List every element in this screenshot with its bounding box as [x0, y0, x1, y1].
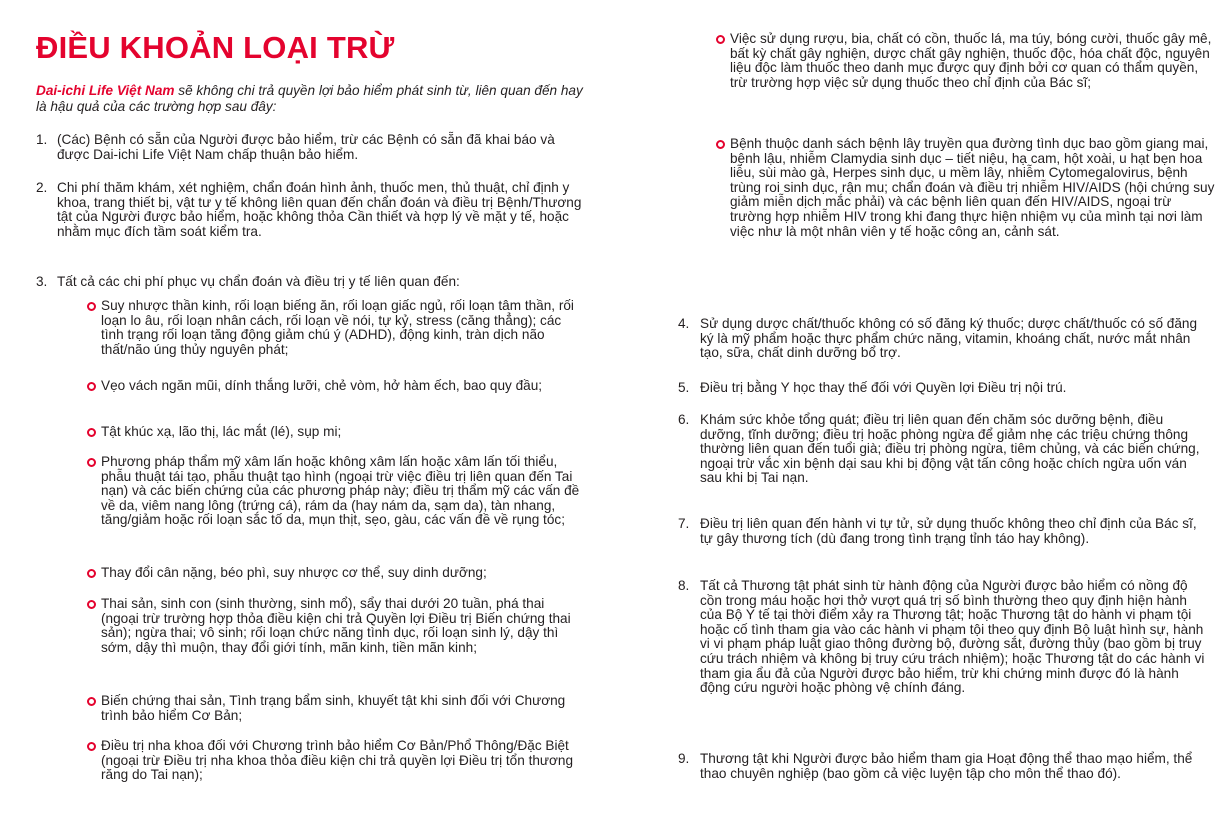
- item-text: Điều trị bằng Y học thay thế đối với Quyền lợi Điều trị nội trú.: [700, 380, 1067, 395]
- sub-item-text: Thay đổi cân nặng, béo phì, suy nhược cơ thể, suy dinh dưỡng;: [101, 565, 487, 580]
- item-text: Chi phí thăm khám, xét nghiệm, chẩn đoán hình ảnh, thuốc men, thủ thuật, chỉ định y khoa, trang thiết bị, vật tư y tế không liên quan đến chẩn đoán và điều trị Bệnh/Thương tật của Người được bảo hiểm, hoặc không thỏa Cần thiết và hợp lý về mặt y tế, hoặc nhằm mục đích tầm soát kiểm tra.: [57, 180, 582, 239]
- bullet-icon: [716, 140, 725, 149]
- sub-item-text: Tật khúc xạ, lão thị, lác mắt (lé), sụp mi;: [101, 424, 342, 439]
- bullet-icon: [87, 569, 96, 578]
- bullet-icon: [87, 428, 96, 437]
- sub-item-text: Biến chứng thai sản, Tình trạng bẩm sinh, khuyết tật khi sinh đối với Chương trình bảo hiểm Cơ Bản;: [101, 693, 566, 723]
- item-text: Sử dụng dược chất/thuốc không có số đăng ký thuốc; dược chất/thuốc có số đăng ký là mỹ phẩm hoặc thực phẩm chức năng, vitamin, khoáng chất, nước mắt nhân tạo, sữa, chất dinh dưỡng bổ trợ.: [700, 316, 1198, 361]
- intro-text: sẽ không chi trả quyền lợi bảo hiểm phát sinh từ, liên quan đến hay là hậu quả của các trường hợp sau đây:: [36, 83, 583, 114]
- item-number: 7.: [678, 516, 690, 531]
- exclusion-item-5: [678, 381, 1208, 396]
- sub-item-text: Phương pháp thẩm mỹ xâm lấn hoặc không xâm lấn hoặc xâm lấn tối thiểu, phẫu thuật tái tạo, phẫu thuật tạo hình (ngoại trừ việc điều trị liên quan đến Tai nạn) và các biến chứng của các phương pháp này; điều trị thẩm mỹ các vấn đề về da, viêm nang lông (trứng cá), rám da (hay nám da, sạm da), tàn nhang, tăng/giảm hoặc rối loạn sắc tố da, mụn thịt, sẹo, gàu, các vấn đề về rụng tóc;: [101, 454, 580, 528]
- item-number: 8.: [678, 578, 690, 593]
- exclusion-item-6: [678, 413, 1208, 486]
- item-number: 4.: [678, 316, 690, 331]
- item-text: Khám sức khỏe tổng quát; điều trị liên quan đến chăm sóc dưỡng bệnh, điều dưỡng, tĩnh dưỡng; điều trị hoặc phòng ngừa để giảm nhẹ các triệu chứng thông thường liên quan đến tuổi già; điều trị phòng ngừa, tiêm chủng, và các biến chứng, ngoại trừ vắc xin bệnh dại sau khi bị động vật tấn công hoặc chích ngừa uốn ván sau khi bị Tai nạn.: [700, 412, 1200, 486]
- bullet-icon: [87, 458, 96, 467]
- item-text: Tất cả Thương tật phát sinh từ hành động của Người được bảo hiểm có nồng độ cồn trong máu hoặc hơi thở vượt quá trị số bình thường theo quy định hiện hành của Bộ Y tế tại thời điểm xảy ra Thương tật; hoặc Thương tật do hành vi phạm tội hoặc cố tình tham gia vào các hành vi phạm tội theo quy định Bộ luật hình sự, hành vi vi phạm pháp luật giao thông đường bộ, đường sắt, đường thủy (bao gồm bị truy cứu trách nhiệm và không bị truy cứu trách nhiệm); hoặc Thương tật do các hành vi tham gia ẩu đả của Người được bảo hiểm, trừ khi chứng minh được đó là hành động cứu người hoặc phòng vệ chính đáng.: [700, 578, 1205, 696]
- sub-item: [87, 739, 581, 783]
- bullet-icon: [716, 35, 725, 44]
- exclusion-item-2: [36, 181, 584, 239]
- exclusion-item-4: [678, 317, 1208, 361]
- item-number: 6.: [678, 412, 690, 427]
- sub-item: [87, 379, 581, 394]
- sub-item: [87, 455, 581, 528]
- exclusion-item-3: [36, 275, 584, 290]
- item-text: (Các) Bệnh có sẵn của Người được bảo hiểm, trừ các Bệnh có sẵn đã khai báo và được Dai-ichi Life Việt Nam chấp thuận bảo hiểm.: [57, 132, 555, 162]
- sub-item: [716, 32, 1216, 90]
- item-text: Điều trị liên quan đến hành vi tự tử, sử dụng thuốc không theo chỉ định của Bác sĩ, tự gây thương tích (dù đang trong tình trạng tỉnh táo hay không).: [700, 516, 1197, 546]
- sub-item-text: Suy nhược thần kinh, rối loạn biếng ăn, rối loạn giấc ngủ, rối loạn tâm thần, rối loạn lo âu, rối loạn nhân cách, rối loạn về nói, tự kỷ, stress (căng thẳng); các tình trạng rối loạn tăng động giảm chú ý (ADHD), động kinh, tràn dịch não thất/não úng thủy nguyên phát;: [101, 298, 574, 357]
- exclusion-item-1: [36, 133, 584, 162]
- sub-item: [87, 694, 581, 723]
- sub-item-text: Vẹo vách ngăn mũi, dính thắng lưỡi, chẻ vòm, hở hàm ếch, bao quy đầu;: [101, 378, 543, 393]
- sub-item-text: Việc sử dụng rượu, bia, chất có cồn, thuốc lá, ma túy, bóng cười, thuốc gây mê, bất kỳ chất gây nghiện, dược chất gây nghiện, thuốc độc, hóa chất độc, nguyên liệu độc làm thuốc theo danh mục được quy định bởi cơ quan có thẩm quyền, trừ trường hợp việc sử dụng thuốc theo chỉ định của Bác sĩ;: [730, 31, 1212, 90]
- sub-item: [87, 299, 581, 357]
- sub-item: [87, 597, 581, 655]
- sub-item: [87, 425, 581, 440]
- sub-item-text: Điều trị nha khoa đối với Chương trình bảo hiểm Cơ Bản/Phổ Thông/Đặc Biệt (ngoại trừ Điều trị nha khoa thỏa điều kiện chi trả quyền lợi Điều trị tổn thương răng do Tai nạn);: [101, 738, 574, 783]
- item-text: Tất cả các chi phí phục vụ chẩn đoán và điều trị y tế liên quan đến:: [57, 274, 460, 289]
- item-text: Thương tật khi Người được bảo hiểm tham gia Hoạt động thể thao mạo hiểm, thể thao chuyên nghiệp (bao gồm cả việc luyện tập cho môn thể thao đó).: [700, 751, 1193, 781]
- exclusion-item-9: [678, 752, 1208, 781]
- item-number: 1.: [36, 132, 48, 147]
- item-number: 9.: [678, 751, 690, 766]
- bullet-icon: [87, 742, 96, 751]
- exclusion-item-7: [678, 517, 1208, 546]
- bullet-icon: [87, 697, 96, 706]
- item-number: 3.: [36, 274, 48, 289]
- bullet-icon: [87, 382, 96, 391]
- sub-item-text: Thai sản, sinh con (sinh thường, sinh mổ), sẩy thai dưới 20 tuần, phá thai (ngoại trừ trường hợp thỏa điều kiện chi trả Quyền lợi Điều trị Biến chứng thai sản); ngừa thai; vô sinh; rối loạn chức năng tình dục, rối loạn sinh lý, dậy thì sớm, dậy thì muộn, thay đổi giới tính, mãn kinh, tiền mãn kinh;: [101, 596, 571, 655]
- page-title: ĐIỀU KHOẢN LOẠI TRỪ: [36, 30, 395, 65]
- sub-item: [87, 566, 581, 581]
- intro-paragraph: [36, 83, 584, 114]
- item-number: 2.: [36, 180, 48, 195]
- sub-item: [716, 137, 1216, 239]
- item-number: 5.: [678, 380, 690, 395]
- exclusion-item-8: [678, 579, 1208, 696]
- brand-name: Dai-ichi Life Việt Nam: [36, 83, 175, 98]
- bullet-icon: [87, 302, 96, 311]
- bullet-icon: [87, 600, 96, 609]
- sub-item-text: Bệnh thuộc danh sách bệnh lây truyền qua đường tình dục bao gồm giang mai, bệnh lậu, nhiễm Clamydia sinh dục – tiết niệu, hạ cam, hột xoài, u hạt bẹn hoa liễu, sùi mào gà, Herpes sinh dục, u mềm lây, nhiễm Cytomegalovirus, bệnh trùng roi sinh dục, rận mu; chẩn đoán và điều trị nhiễm HIV/AIDS (hội chứng suy giảm miễn dịch mắc phải) và các bệnh liên quan đến HIV/AIDS, ngoại trừ trường hợp nhiễm HIV trong khi đang thực hiện nhiệm vụ của mình tại nơi làm việc như là một nhân viên y tế hoặc công an, cảnh sát.: [730, 136, 1215, 239]
